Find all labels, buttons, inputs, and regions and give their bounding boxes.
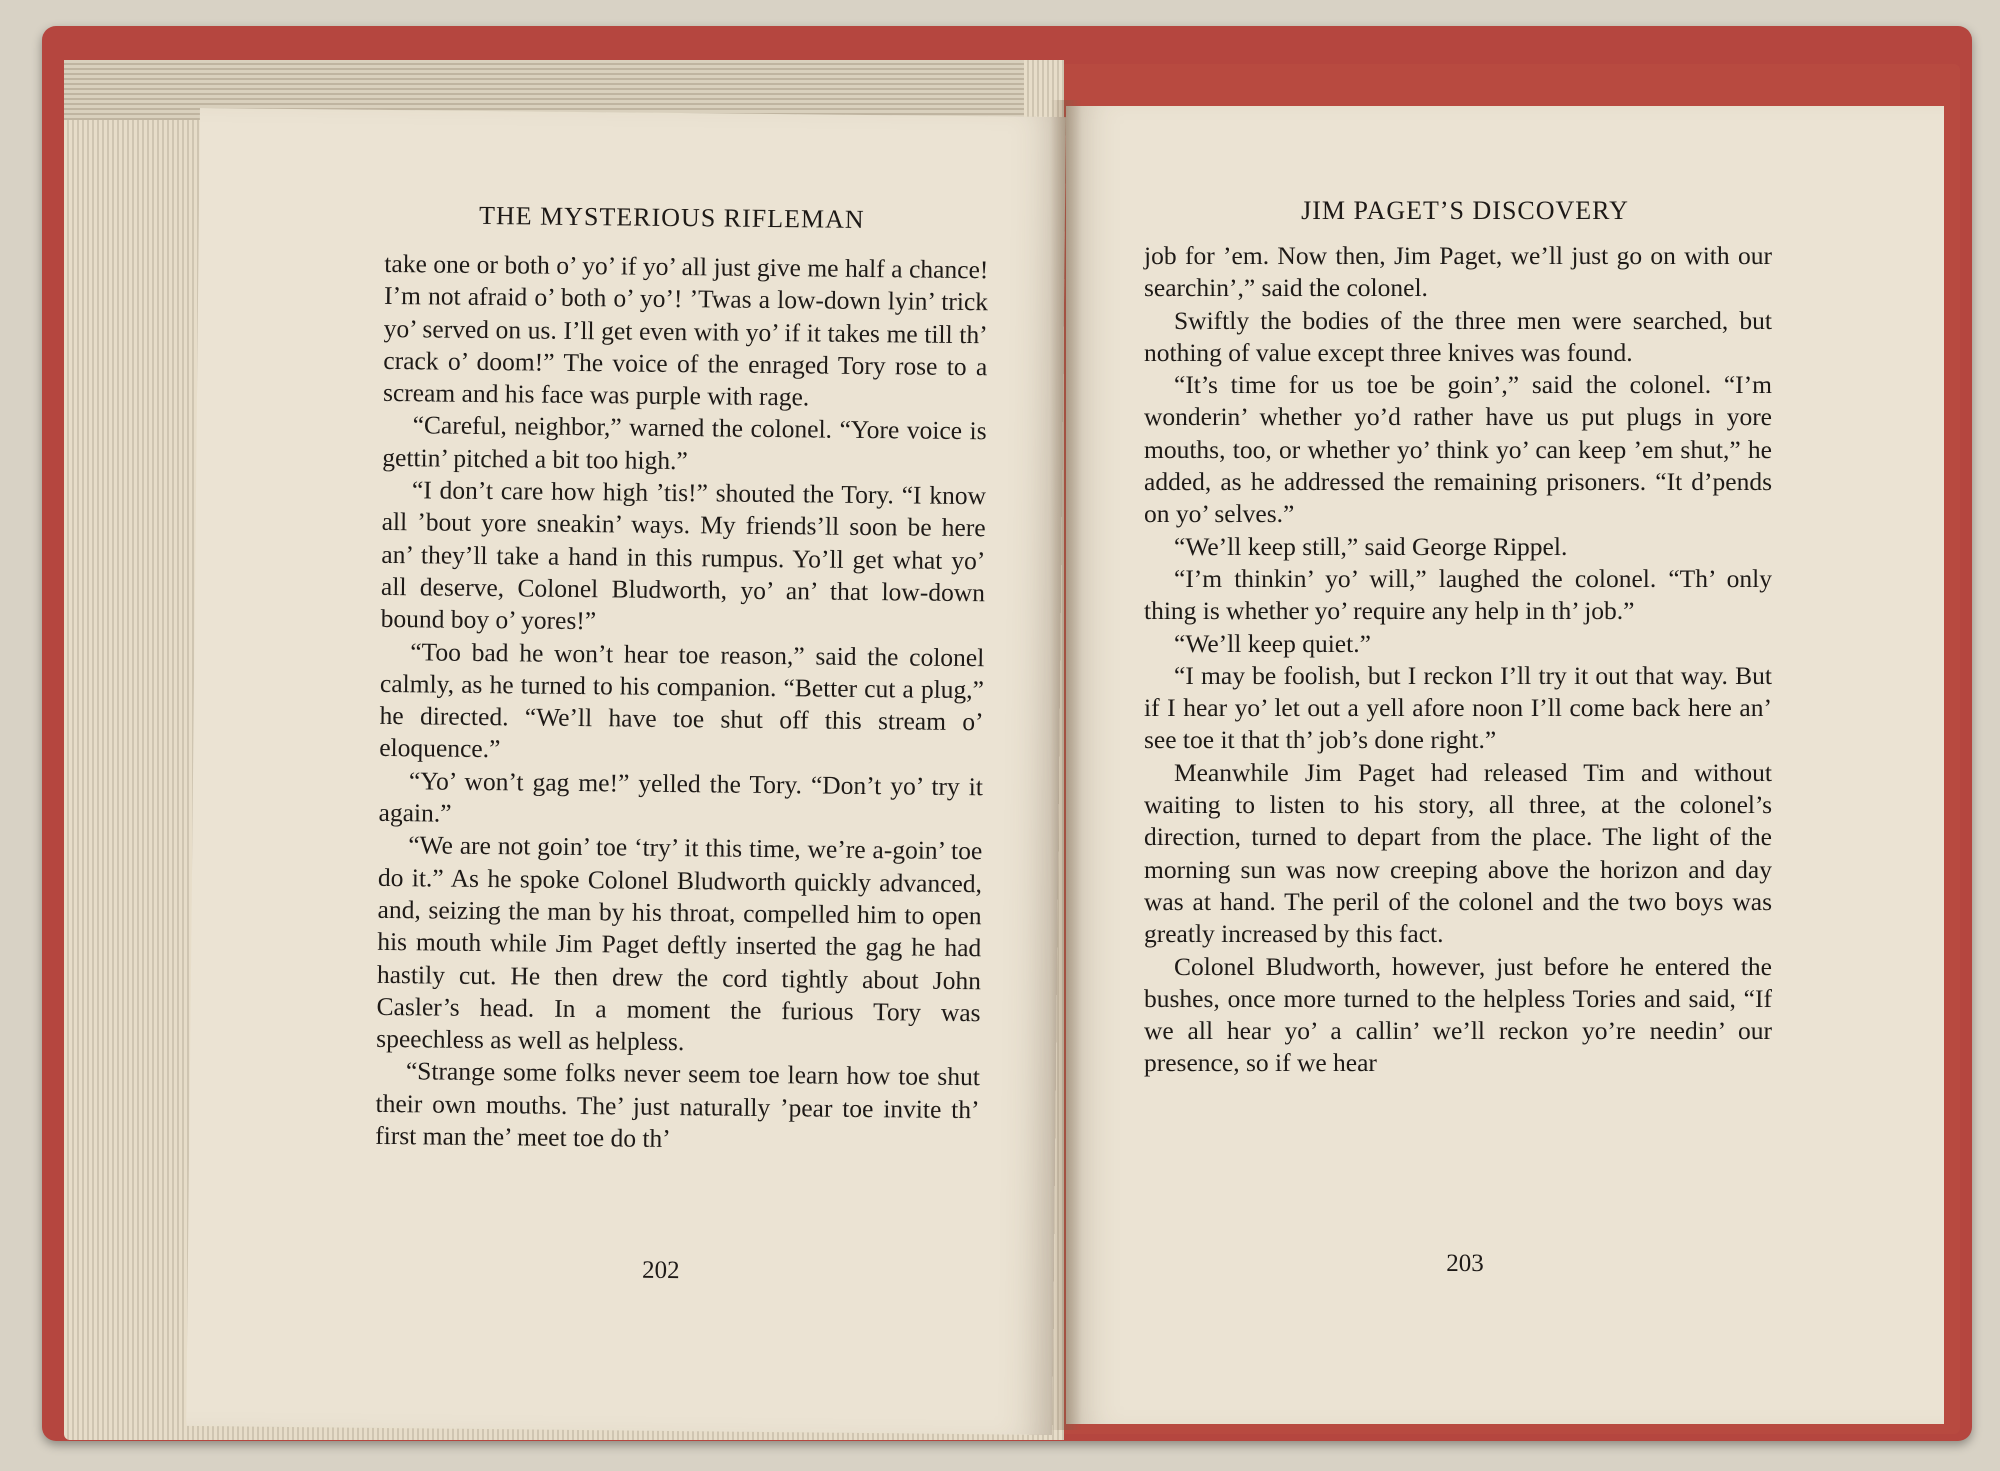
paragraph: “We’ll keep quiet.” <box>1174 628 1371 658</box>
left-page-number: 202 <box>641 1256 680 1285</box>
paragraph: “Strange some folks never seem toe learn how toe shut their own mouths. The’ just naturally ’pear toe invite th’ first man the’ meet toe do th’ <box>375 1056 981 1154</box>
right-body-text <box>1144 240 1772 1080</box>
paragraph: Meanwhile Jim Paget had released Tim and without waiting to listen to his story, all three, at the colonel’s direction, turned to depart from the place. The light of the morning sun was now creeping above the horizon and day was at hand. The peril of the colonel and the two boys was greatly increased by this fact. <box>1144 757 1772 949</box>
paragraph: take one or both o’ yo’ if yo’ all just give me half a chance! I’m not afraid o’ both o’ yo’! ’Twas a low-down lyin’ trick yo’ served on us. I’ll get even with yo’ if it takes me till th’ crack o’ doom!” The voice of the enraged Tory rose to a scream and his face was purple with rage. <box>382 248 989 412</box>
right-running-head: JIM PAGET’S DISCOVERY <box>1301 196 1629 225</box>
left-page <box>186 108 1066 1435</box>
paragraph: “It’s time for us toe be goin’,” said the colonel. “I’m wonderin’ whether yo’d rather have us put plugs in yore mouths, too, or whether yo’ think yo’ can keep ’em shut,” he added, as he addressed the remaining prisoners. “It d’pends on yo’ selves.” <box>1144 370 1772 529</box>
right-page <box>1066 106 1944 1424</box>
paragraph: “Too bad he won’t hear toe reason,” said the colonel calmly, as he turned to his companion. “Better cut a plug,” he directed. “We’ll have toe shut off this stream o’ eloquence.” <box>379 636 985 764</box>
left-body-text <box>375 248 988 1159</box>
paragraph: “Careful, neighbor,” warned the colonel. “Yore voice is gettin’ pitched a bit too high.” <box>382 410 987 475</box>
left-running-head: THE MYSTERIOUS RIFLEMAN <box>478 200 865 234</box>
book-gutter <box>1050 100 1082 1430</box>
paragraph: “I don’t care how high ’tis!” shouted the Tory. “I know all ’bout yore sneakin’ ways. My friends’ll soon be here an’ they’ll take a hand in this rumpus. Yo’ll get what yo’ all deserve, Colonel Bludworth, yo’ an’ that low-down bound boy o’ yores!” <box>380 475 987 636</box>
right-page-number: 203 <box>1446 1250 1484 1277</box>
paragraph: Swiftly the bodies of the three men were searched, but nothing of value except three knives was found. <box>1144 305 1772 367</box>
paragraph: “I’m thinkin’ yo’ will,” laughed the colonel. “Th’ only thing is whether yo’ require any help in th’ job.” <box>1144 563 1772 626</box>
paragraph: “We are not goin’ toe ‘try’ it this time, we’re a-goin’ toe do it.” As he spoke Colonel Bludworth quickly advanced, and, seizing the man by his throat, compelled him to open his mouth while Jim Paget deftly inserted the gag he had hastily cut. He then drew the cord tightly about John Casler’s head. In a moment the furious Tory was speechless as well as helpless. <box>376 830 983 1057</box>
paragraph: Colonel Bludworth, however, just before he entered the bushes, once more turned to the helpless Tories and said, “If we all hear yo’ a callin’ we’ll reckon yo’re needin’ our presence, so if we hear <box>1144 951 1772 1078</box>
paragraph: “Yo’ won’t gag me!” yelled the Tory. “Don’t yo’ try it again.” <box>378 765 984 828</box>
paragraph: “We’ll keep still,” said George Rippel. <box>1174 531 1568 561</box>
paragraph: job for ’em. Now then, Jim Paget, we’ll just go on with our searchin’,” said the colonel. <box>1144 241 1772 303</box>
paragraph: “I may be foolish, but I reckon I’ll try it out that way. But if I hear yo’ let out a yell afore noon I’ll come back here an’ see toe it that th’ job’s done right.” <box>1144 660 1772 755</box>
